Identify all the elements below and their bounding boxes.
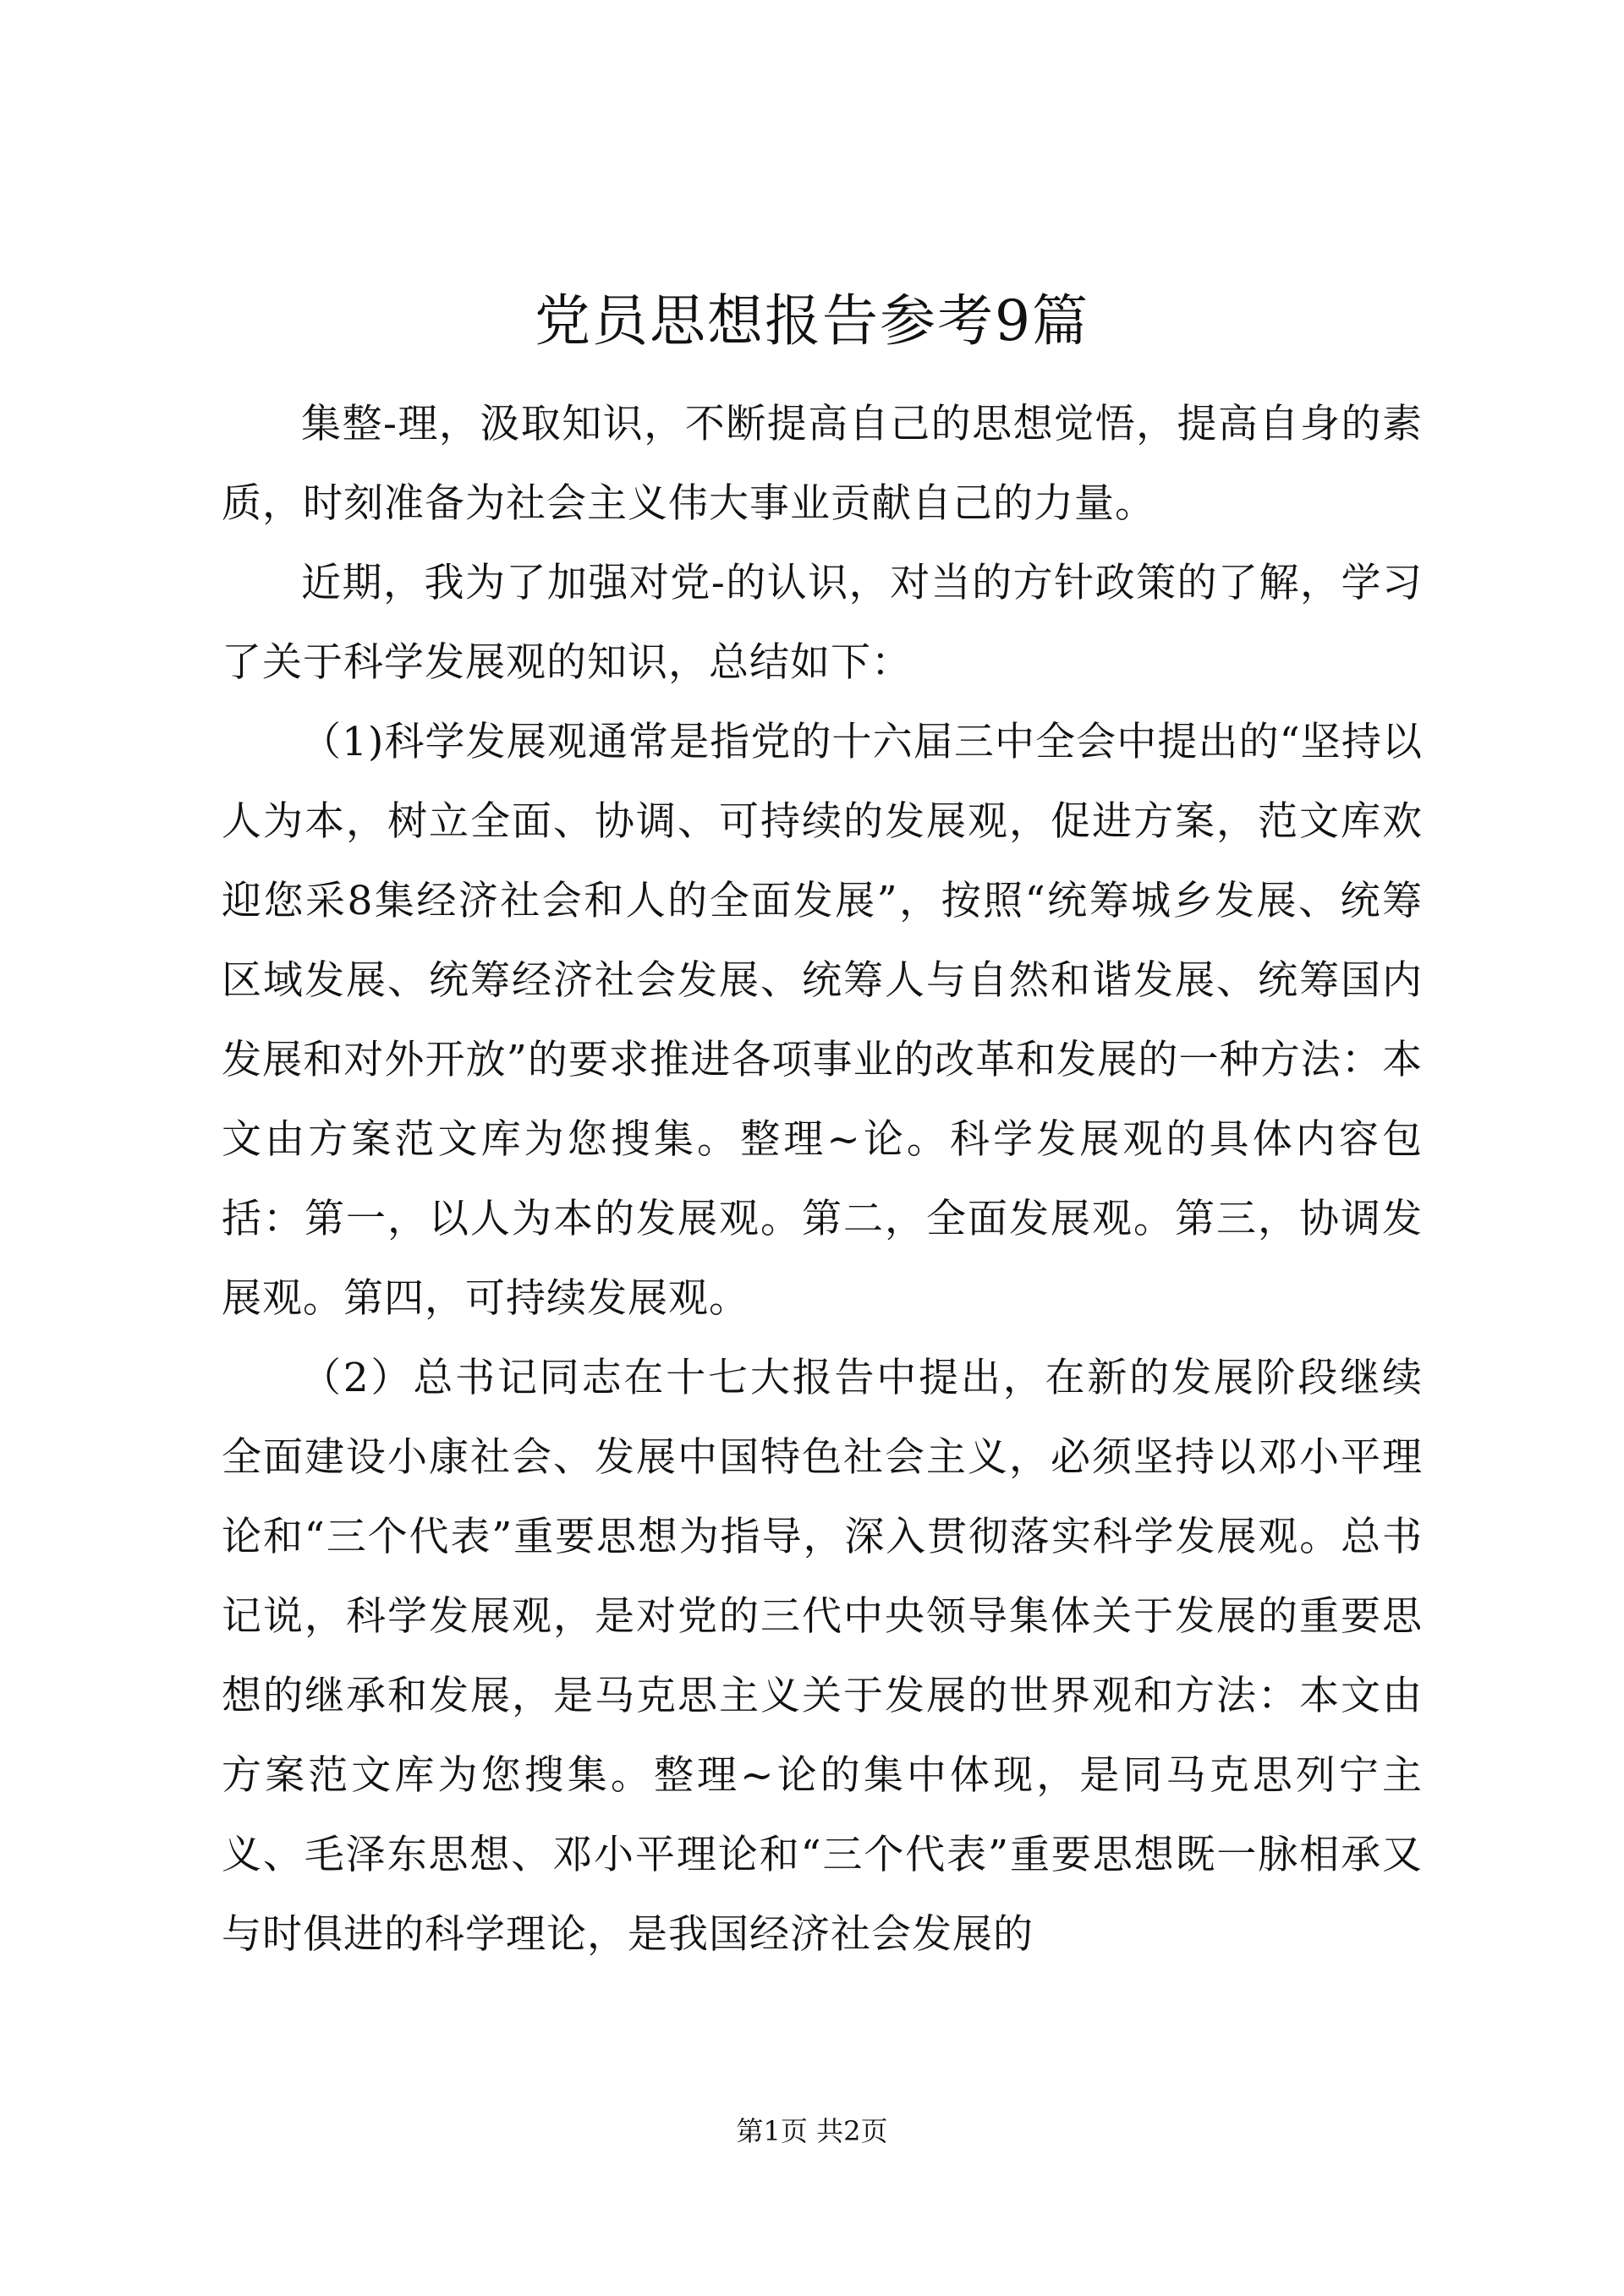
document-body <box>222 385 1423 1975</box>
paragraph-point-2: （2）总书记同志在十七大报告中提出，在新的发展阶段继续全面建设小康社会、发展中国特色社会主义，必须坚持以邓小平理论和“三个代表”重要思想为指导，深入贯彻落实科学发展观。总书记说，科学发展观，是对党的三代中央领导集体关于发展的重要思想的继承和发展，是马克思主义关于发展的世界观和方法：本文由方案范文库为您搜集。整理~论的集中体现，是同马克思列宁主义、毛泽东思想、邓小平理论和“三个代表”重要思想既一脉相承又与时俱进的科学理论，是我国经济社会发展的 <box>222 1355 1423 1958</box>
page-number-footer: 第1页 共2页 <box>736 2115 888 2147</box>
document-title: 党员思想报告参考9篇 <box>535 288 1089 353</box>
paragraph-recent: 近期，我为了加强对党-的认识，对当的方针政策的了解，学习了关于科学发展观的知识，总结如下： <box>222 560 1423 686</box>
paragraph-intro: 集整-理，汲取知识，不断提高自己的思想觉悟，提高自身的素质，时刻准备为社会主义伟大事业贡献自己的力量。 <box>222 401 1423 527</box>
paragraph-point-1: （1)科学发展观通常是指党的十六届三中全会中提出的“坚持以人为本，树立全面、协调、可持续的发展观，促进方案，范文库欢迎您采8集经济社会和人的全面发展”，按照“统筹城乡发展、统筹区域发展、统筹经济社会发展、统筹人与自然和谐发展、统筹国内发展和对外开放”的要求推进各项事业的改革和发展的一种方法：本文由方案范文库为您搜集。整理~论。科学发展观的具体内容包括：第一，以人为本的发展观。第二，全面发展观。第三，协调发展观。第四，可持续发展观。 <box>222 719 1423 1322</box>
